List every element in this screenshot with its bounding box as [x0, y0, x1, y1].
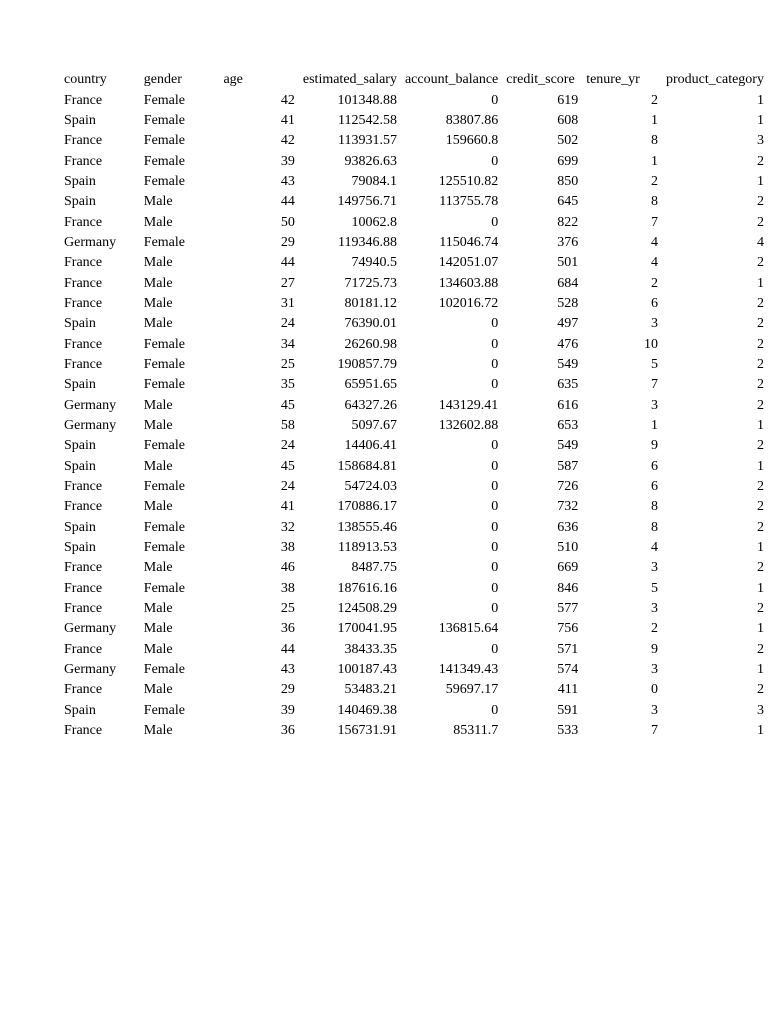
cell-account-balance: 83807.86: [445, 112, 499, 128]
cell-country: Spain: [64, 458, 96, 474]
cell-age: 34: [280, 336, 295, 352]
cell-credit-score: 577: [557, 601, 579, 617]
cell-age: 39: [280, 702, 295, 718]
header-tenure-yr: tenure_yr: [586, 72, 640, 88]
cell-credit-score: 587: [557, 458, 579, 474]
header-account-balance: account_balance: [404, 72, 499, 88]
table-row: [60, 416, 768, 436]
cell-account-balance: 59697.17: [445, 682, 499, 698]
table-row: [60, 131, 768, 151]
cell-country: Germany: [64, 418, 117, 434]
cell-account-balance: 0: [491, 479, 499, 495]
cell-gender: Female: [143, 438, 185, 454]
table-row: [60, 640, 768, 660]
cell-gender: Male: [143, 194, 173, 210]
table-row: [60, 334, 768, 354]
cell-gender: Male: [143, 397, 173, 413]
cell-credit-score: 476: [557, 336, 579, 352]
cell-age: 27: [280, 275, 295, 291]
cell-gender: Female: [143, 173, 185, 189]
cell-product-category: 2: [757, 316, 764, 332]
cell-gender: Female: [143, 92, 185, 108]
cell-tenure-yr: 7: [651, 377, 658, 393]
cell-estimated-salary: 187616.16: [337, 580, 397, 596]
cell-gender: Female: [143, 153, 185, 169]
cell-tenure-yr: 4: [651, 255, 658, 271]
cell-product-category: 2: [757, 295, 764, 311]
cell-account-balance: 141349.43: [438, 662, 499, 678]
cell-country: France: [64, 255, 103, 271]
cell-product-category: 2: [757, 560, 764, 576]
cell-account-balance: 0: [491, 438, 499, 454]
cell-tenure-yr: 2: [651, 621, 658, 637]
cell-credit-score: 619: [557, 92, 579, 108]
cell-estimated-salary: 76390.01: [344, 316, 397, 332]
cell-account-balance: 0: [491, 641, 499, 657]
cell-product-category: 2: [757, 601, 764, 617]
cell-product-category: 2: [757, 255, 764, 271]
cell-tenure-yr: 2: [651, 275, 658, 291]
table-row: [60, 90, 768, 110]
cell-age: 36: [280, 723, 295, 739]
cell-gender: Male: [143, 641, 173, 657]
cell-credit-score: 726: [557, 479, 579, 495]
cell-country: Spain: [64, 377, 96, 393]
cell-country: Spain: [64, 173, 96, 189]
cell-country: France: [64, 580, 103, 596]
cell-credit-score: 549: [557, 356, 579, 372]
table-row: [60, 253, 768, 273]
cell-gender: Male: [143, 499, 173, 515]
cell-credit-score: 616: [557, 397, 579, 413]
table-row: [60, 497, 768, 517]
cell-product-category: 2: [757, 519, 764, 535]
cell-age: 42: [280, 133, 295, 149]
table-row: [60, 599, 768, 619]
header-row: [60, 70, 768, 90]
header-age: age: [223, 72, 243, 88]
table-row: [60, 680, 768, 700]
cell-estimated-salary: 170886.17: [337, 499, 397, 515]
cell-product-category: 2: [757, 479, 764, 495]
cell-account-balance: 134603.88: [438, 275, 499, 291]
cell-estimated-salary: 64327.26: [344, 397, 397, 413]
header-credit-score: credit_score: [506, 72, 575, 88]
cell-credit-score: 501: [557, 255, 579, 271]
cell-estimated-salary: 190857.79: [337, 356, 397, 372]
cell-credit-score: 502: [557, 133, 579, 149]
cell-tenure-yr: 3: [651, 316, 658, 332]
cell-credit-score: 635: [557, 377, 579, 393]
cell-credit-score: 732: [557, 499, 579, 515]
table-row: [60, 558, 768, 578]
cell-estimated-salary: 124508.29: [337, 601, 397, 617]
cell-credit-score: 571: [557, 641, 579, 657]
cell-account-balance: 0: [491, 356, 499, 372]
cell-estimated-salary: 170041.95: [337, 621, 397, 637]
cell-gender: Female: [143, 112, 185, 128]
cell-gender: Female: [143, 702, 185, 718]
cell-tenure-yr: 3: [651, 601, 658, 617]
cell-estimated-salary: 79084.1: [351, 173, 397, 189]
cell-account-balance: 85311.7: [453, 723, 499, 739]
cell-tenure-yr: 3: [651, 662, 658, 678]
cell-product-category: 2: [757, 336, 764, 352]
cell-estimated-salary: 54724.03: [344, 479, 397, 495]
cell-age: 24: [280, 316, 295, 332]
cell-account-balance: 102016.72: [438, 295, 499, 311]
cell-credit-score: 574: [557, 662, 579, 678]
cell-credit-score: 411: [557, 682, 579, 698]
cell-country: Spain: [64, 702, 96, 718]
cell-product-category: 1: [757, 173, 764, 189]
table-row: [60, 518, 768, 538]
table-row: [60, 660, 768, 680]
cell-account-balance: 0: [491, 580, 499, 596]
cell-tenure-yr: 8: [651, 519, 658, 535]
cell-gender: Female: [143, 479, 185, 495]
cell-country: Spain: [64, 112, 96, 128]
cell-country: France: [64, 479, 103, 495]
table-row: [60, 192, 768, 212]
table-body: [60, 70, 768, 741]
table-row: [60, 314, 768, 334]
table-row: [60, 538, 768, 558]
cell-account-balance: 132602.88: [438, 418, 499, 434]
cell-credit-score: 850: [557, 173, 579, 189]
header-product-category: product_category: [666, 72, 764, 88]
cell-age: 41: [280, 499, 295, 515]
table-row: [60, 111, 768, 131]
cell-age: 50: [280, 214, 295, 230]
table-row: [60, 579, 768, 599]
cell-tenure-yr: 4: [651, 540, 658, 556]
table-row: [60, 355, 768, 375]
cell-age: 45: [280, 458, 295, 474]
cell-product-category: 3: [757, 133, 764, 149]
cell-age: 29: [280, 234, 295, 250]
cell-tenure-yr: 3: [651, 702, 658, 718]
cell-tenure-yr: 4: [651, 234, 658, 250]
cell-country: Spain: [64, 316, 96, 332]
cell-account-balance: 0: [491, 92, 499, 108]
cell-product-category: 1: [757, 92, 764, 108]
cell-age: 43: [280, 662, 295, 678]
cell-tenure-yr: 1: [651, 112, 658, 128]
cell-country: France: [64, 336, 103, 352]
cell-country: Germany: [64, 397, 117, 413]
table-row: [60, 151, 768, 171]
cell-account-balance: 115046.74: [439, 234, 499, 250]
cell-product-category: 2: [757, 153, 764, 169]
cell-account-balance: 0: [491, 540, 499, 556]
cell-estimated-salary: 156731.91: [337, 723, 397, 739]
cell-account-balance: 0: [491, 214, 499, 230]
table-row: [60, 375, 768, 395]
cell-gender: Male: [143, 295, 173, 311]
cell-estimated-salary: 71725.73: [344, 275, 397, 291]
cell-gender: Female: [143, 356, 185, 372]
cell-product-category: 2: [757, 377, 764, 393]
cell-credit-score: 497: [557, 316, 579, 332]
cell-country: Germany: [64, 621, 117, 637]
cell-country: Spain: [64, 194, 96, 210]
cell-age: 25: [280, 356, 295, 372]
cell-gender: Male: [143, 458, 173, 474]
cell-gender: Female: [143, 336, 185, 352]
cell-country: France: [64, 560, 103, 576]
cell-tenure-yr: 9: [651, 641, 658, 657]
cell-tenure-yr: 7: [651, 723, 658, 739]
cell-tenure-yr: 5: [651, 356, 658, 372]
cell-product-category: 2: [757, 356, 764, 372]
cell-estimated-salary: 138555.46: [337, 519, 397, 535]
cell-product-category: 4: [757, 234, 764, 250]
cell-estimated-salary: 53483.21: [344, 682, 397, 698]
table-row: [60, 212, 768, 232]
cell-account-balance: 0: [491, 601, 499, 617]
cell-age: 43: [280, 173, 295, 189]
cell-product-category: 1: [757, 662, 764, 678]
cell-gender: Male: [143, 275, 173, 291]
cell-age: 44: [280, 255, 295, 271]
cell-estimated-salary: 100187.43: [337, 662, 397, 678]
cell-country: Germany: [64, 662, 117, 678]
cell-country: Spain: [64, 519, 96, 535]
cell-tenure-yr: 6: [651, 458, 658, 474]
table-row: [60, 436, 768, 456]
cell-country: France: [64, 133, 103, 149]
cell-credit-score: 608: [557, 112, 579, 128]
cell-gender: Female: [143, 377, 185, 393]
cell-credit-score: 528: [557, 295, 579, 311]
cell-product-category: 2: [757, 499, 764, 515]
cell-product-category: 2: [757, 641, 764, 657]
cell-estimated-salary: 113931.57: [337, 133, 397, 149]
header-country: country: [64, 72, 107, 88]
cell-product-category: 2: [757, 438, 764, 454]
cell-age: 24: [280, 438, 295, 454]
cell-product-category: 2: [757, 682, 764, 698]
cell-age: 44: [280, 194, 295, 210]
cell-account-balance: 159660.8: [445, 133, 499, 149]
cell-gender: Male: [143, 560, 173, 576]
cell-age: 29: [280, 682, 295, 698]
cell-product-category: 1: [757, 112, 764, 128]
cell-tenure-yr: 3: [651, 397, 658, 413]
cell-tenure-yr: 6: [651, 295, 658, 311]
cell-tenure-yr: 8: [651, 499, 658, 515]
cell-country: Spain: [64, 540, 96, 556]
cell-estimated-salary: 101348.88: [337, 92, 397, 108]
cell-account-balance: 125510.82: [438, 173, 499, 189]
cell-credit-score: 669: [557, 560, 579, 576]
cell-country: Germany: [64, 234, 117, 250]
cell-estimated-salary: 118913.53: [337, 540, 397, 556]
cell-account-balance: 113755.78: [439, 194, 499, 210]
cell-estimated-salary: 26260.98: [344, 336, 397, 352]
cell-account-balance: 0: [491, 458, 499, 474]
cell-tenure-yr: 9: [651, 438, 658, 454]
cell-estimated-salary: 140469.38: [337, 702, 397, 718]
cell-tenure-yr: 10: [644, 336, 658, 352]
cell-gender: Female: [143, 234, 185, 250]
cell-age: 25: [280, 601, 295, 617]
cell-gender: Male: [143, 214, 173, 230]
table-row: [60, 396, 768, 416]
cell-age: 45: [280, 397, 295, 413]
cell-estimated-salary: 149756.71: [337, 194, 397, 210]
cell-tenure-yr: 8: [651, 194, 658, 210]
header-gender: gender: [143, 72, 182, 88]
cell-credit-score: 533: [557, 723, 579, 739]
cell-credit-score: 645: [557, 194, 579, 210]
cell-estimated-salary: 80181.12: [344, 295, 397, 311]
cell-age: 32: [280, 519, 295, 535]
table-row: [60, 273, 768, 293]
cell-account-balance: 0: [491, 377, 499, 393]
cell-gender: Male: [143, 601, 173, 617]
cell-gender: Female: [143, 133, 185, 149]
cell-tenure-yr: 5: [651, 580, 658, 596]
cell-age: 58: [280, 418, 295, 434]
cell-tenure-yr: 2: [651, 173, 658, 189]
cell-product-category: 1: [757, 723, 764, 739]
cell-gender: Female: [143, 662, 185, 678]
cell-account-balance: 0: [491, 499, 499, 515]
cell-product-category: 2: [757, 214, 764, 230]
cell-age: 46: [280, 560, 295, 576]
cell-credit-score: 822: [557, 214, 579, 230]
cell-account-balance: 136815.64: [438, 621, 499, 637]
cell-product-category: 1: [757, 418, 764, 434]
cell-estimated-salary: 93826.63: [344, 153, 397, 169]
table-row: [60, 294, 768, 314]
cell-country: France: [64, 295, 103, 311]
cell-estimated-salary: 5097.67: [351, 418, 397, 434]
cell-estimated-salary: 38433.35: [344, 641, 397, 657]
cell-credit-score: 756: [557, 621, 579, 637]
cell-account-balance: 0: [491, 519, 499, 535]
cell-country: France: [64, 601, 103, 617]
cell-tenure-yr: 7: [651, 214, 658, 230]
cell-tenure-yr: 3: [651, 560, 658, 576]
cell-age: 41: [280, 112, 295, 128]
cell-tenure-yr: 8: [651, 133, 658, 149]
cell-country: France: [64, 92, 103, 108]
cell-country: France: [64, 275, 103, 291]
cell-product-category: 1: [757, 580, 764, 596]
table-row: [60, 233, 768, 253]
cell-tenure-yr: 1: [651, 418, 658, 434]
spreadsheet-table: [60, 70, 768, 741]
cell-tenure-yr: 0: [651, 682, 658, 698]
cell-product-category: 1: [757, 621, 764, 637]
cell-credit-score: 376: [557, 234, 579, 250]
cell-credit-score: 699: [557, 153, 579, 169]
cell-estimated-salary: 65951.65: [344, 377, 397, 393]
cell-age: 42: [280, 92, 295, 108]
cell-estimated-salary: 10062.8: [351, 214, 397, 230]
cell-estimated-salary: 14406.41: [344, 438, 397, 454]
cell-country: France: [64, 641, 103, 657]
cell-country: France: [64, 214, 103, 230]
cell-age: 38: [280, 580, 295, 596]
cell-credit-score: 653: [557, 418, 579, 434]
cell-product-category: 3: [757, 702, 764, 718]
cell-account-balance: 143129.41: [438, 397, 499, 413]
cell-credit-score: 510: [557, 540, 579, 556]
cell-product-category: 2: [757, 397, 764, 413]
cell-product-category: 1: [757, 540, 764, 556]
table-row: [60, 457, 768, 477]
cell-age: 35: [280, 377, 295, 393]
cell-estimated-salary: 8487.75: [351, 560, 397, 576]
cell-credit-score: 636: [557, 519, 579, 535]
cell-country: France: [64, 153, 103, 169]
cell-country: France: [64, 723, 103, 739]
cell-credit-score: 846: [557, 580, 579, 596]
cell-age: 31: [280, 295, 295, 311]
cell-country: France: [64, 499, 103, 515]
cell-account-balance: 0: [491, 702, 499, 718]
cell-gender: Male: [143, 316, 173, 332]
cell-tenure-yr: 1: [651, 153, 658, 169]
cell-age: 38: [280, 540, 295, 556]
cell-gender: Female: [143, 580, 185, 596]
cell-account-balance: 0: [491, 316, 499, 332]
cell-gender: Male: [143, 621, 173, 637]
cell-account-balance: 0: [491, 560, 499, 576]
table-row: [60, 477, 768, 497]
cell-estimated-salary: 158684.81: [337, 458, 397, 474]
table-row: [60, 721, 768, 741]
cell-country: France: [64, 682, 103, 698]
header-estimated-salary: estimated_salary: [302, 72, 397, 88]
cell-estimated-salary: 119346.88: [337, 234, 397, 250]
cell-credit-score: 684: [557, 275, 579, 291]
cell-gender: Male: [143, 682, 173, 698]
cell-country: Spain: [64, 438, 96, 454]
cell-product-category: 2: [757, 194, 764, 210]
table-row: [60, 172, 768, 192]
cell-credit-score: 591: [557, 702, 579, 718]
table-row: [60, 701, 768, 721]
cell-age: 36: [280, 621, 295, 637]
cell-age: 44: [280, 641, 295, 657]
cell-age: 24: [280, 479, 295, 495]
cell-tenure-yr: 6: [651, 479, 658, 495]
cell-country: France: [64, 356, 103, 372]
cell-product-category: 1: [757, 275, 764, 291]
cell-gender: Male: [143, 418, 173, 434]
cell-credit-score: 549: [557, 438, 579, 454]
cell-gender: Male: [143, 255, 173, 271]
cell-gender: Female: [143, 519, 185, 535]
cell-product-category: 1: [757, 458, 764, 474]
cell-account-balance: 0: [491, 336, 499, 352]
cell-tenure-yr: 2: [651, 92, 658, 108]
cell-gender: Female: [143, 540, 185, 556]
cell-estimated-salary: 74940.5: [351, 255, 397, 271]
cell-gender: Male: [143, 723, 173, 739]
cell-age: 39: [280, 153, 295, 169]
cell-estimated-salary: 112542.58: [337, 112, 397, 128]
table-row: [60, 619, 768, 639]
cell-account-balance: 142051.07: [438, 255, 499, 271]
cell-account-balance: 0: [491, 153, 499, 169]
